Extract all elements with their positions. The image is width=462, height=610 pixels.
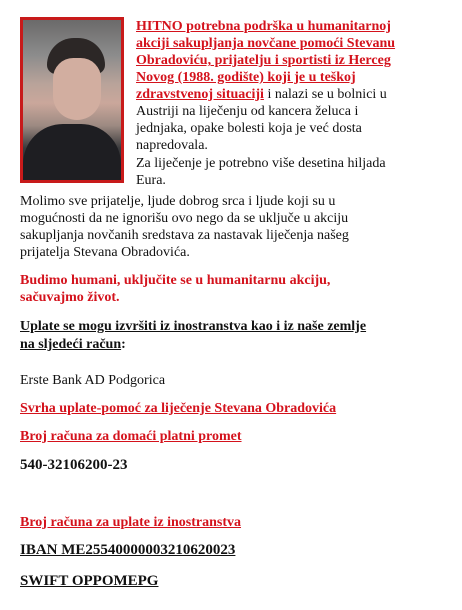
payment-purpose: Svrha uplate-pomoć za liječenje Stevana Obradovića [20,401,337,416]
swift: SWIFT OPPOMEPG [20,573,159,589]
iban: IBAN ME25540000003210620023 [20,542,236,558]
intro-black-tail: i nalazi se u bolnici u [267,87,387,102]
payment-colon: : [121,337,126,352]
domestic-account-number: 540-32106200-23 [20,457,128,473]
intro-red-line-3: Obradoviću, prijatelju i sportisti iz Herceg [136,53,391,68]
appeal-line-3: sakupljanja novčanih sredstava za nastavak liječenja našeg [20,228,349,243]
treatment-line-1: Za liječenje je potrebno više desetina hiljada [136,156,386,171]
intro-line-6: Austriji na liječenju od kancera želuca i [136,104,359,119]
bank-name: Erste Bank AD Podgorica [20,373,166,388]
payment-line-2-text: na sljedeći račun [20,337,122,352]
photo-face [53,58,101,120]
payment-line-1: Uplate se mogu izvršiti iz inostranstva kao i iz naše zemlje [20,319,367,334]
foreign-account-label: Broj računa za uplate iz inostranstva [20,515,242,530]
photo-shirt [23,124,121,180]
intro-red-line-2: akciji sakupljanja novčane pomoći Stevanu [136,36,396,51]
intro-red-line-1: HITNO potrebna podrška u humanitarnoj [136,19,391,34]
intro-line-8: napredovala. [136,138,208,153]
appeal-line-1: Molimo sve prijatelje, ljude dobrog srca i ljude koji su u [20,194,336,209]
treatment-line-2: Eura. [136,173,166,188]
intro-line-7: jednjaka, opake bolesti koja je već dosta [136,121,362,136]
humane-line-1: Budimo humani, uključite se u humanitarnu akciju, [20,273,331,288]
intro-red-line-4: Novog (1988. godište) koji je u teškoj [136,70,356,85]
intro-line-5 [136,86,387,103]
payment-line-2 [20,336,126,353]
intro-red-line-5: zdravstvenoj situaciji [136,87,264,102]
domestic-account-label: Broj računa za domaći platni promet [20,429,242,444]
appeal-line-2: mogućnosti da ne ignorišu ovo nego da se uključe u akciju [20,211,349,226]
appeal-line-4: prijatelja Stevana Obradovića. [20,245,190,260]
humane-line-2: sačuvajmo život. [20,290,120,305]
portrait-photo [20,17,124,183]
